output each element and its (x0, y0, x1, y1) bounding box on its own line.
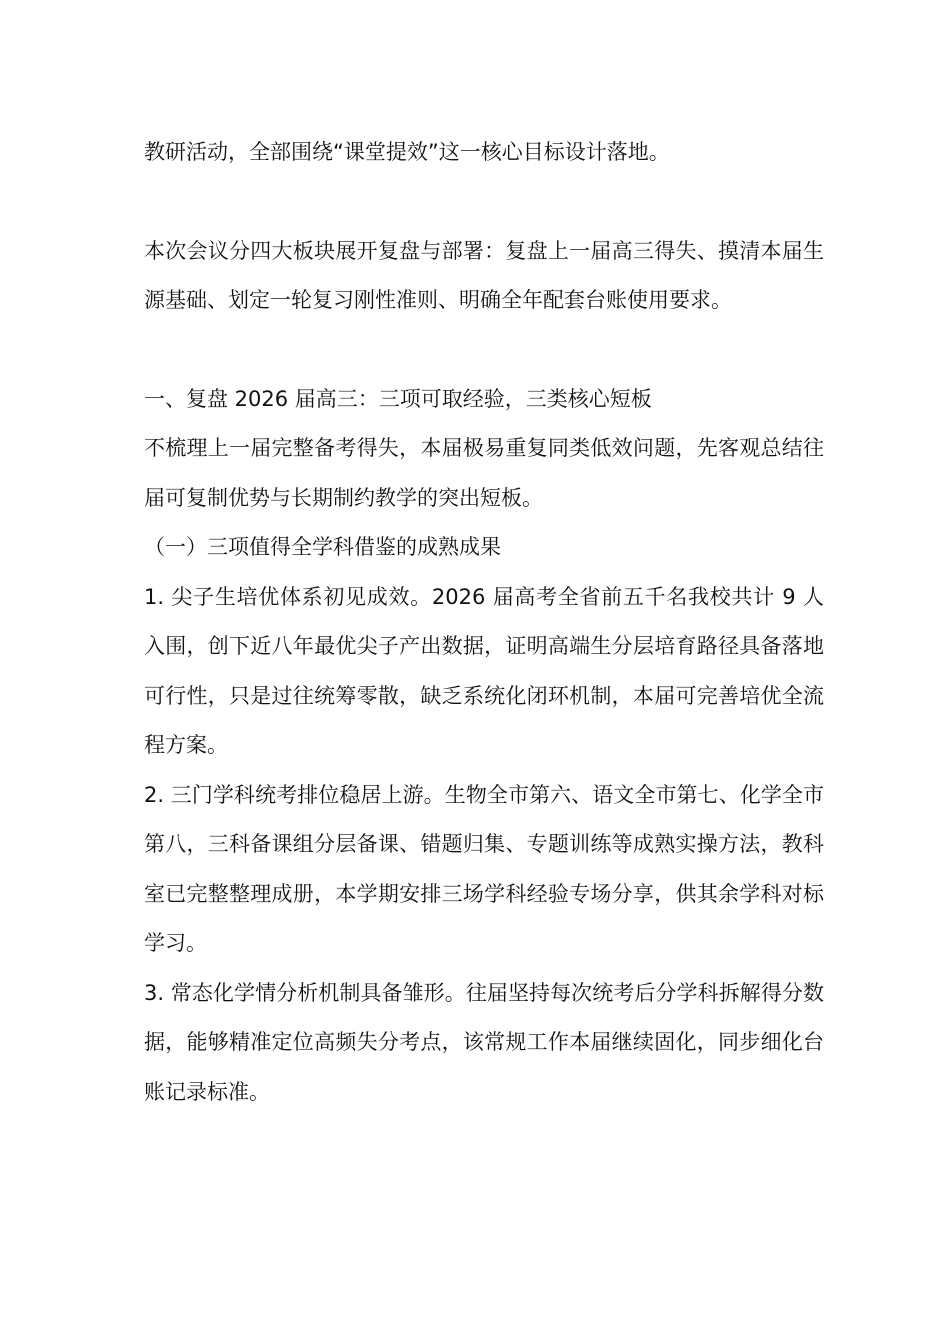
subsection-heading-1: （一）三项值得全学科借鉴的成熟成果 (144, 535, 501, 559)
document-body (144, 128, 824, 1117)
section-heading-1: 一、复盘 2026 届高三：三项可取经验，三类核心短板 (144, 386, 652, 411)
list-item-1: 1. 尖子生培优体系初见成效。2026 届高考全省前五千名我校共计 9 人入围，创下近八年最优尖子产出数据，证明高端生分层培育路径具备落地可行性，只是过往统筹零散，缺乏系统化闭环机制，本届可完善培优全流程方案。 (144, 584, 824, 757)
list-item-3: 3. 常态化学情分析机制具备雏形。往届坚持每次统考后分学科拆解得分数据，能够精准定位高频失分考点，该常规工作本届继续固化，同步细化台账记录标准。 (144, 980, 824, 1104)
list-item-2: 2. 三门学科统考排位稳居上游。生物全市第六、语文全市第七、化学全市第八，三科备课组分层备课、错题归集、专题训练等成熟实操方法，教科室已完整整理成册，本学期安排三场学科经验专场分享，供其余学科对标学习。 (144, 782, 824, 955)
paragraph-meeting-overview: 本次会议分四大板块展开复盘与部署：复盘上一届高三得失、摸清本届生源基础、划定一轮复习刚性准则、明确全年配套台账使用要求。 (144, 238, 824, 312)
paragraph-section-1-intro: 不梳理上一届完整备考得失，本届极易重复同类低效问题，先客观总结往届可复制优势与长期制约教学的突出短板。 (144, 436, 824, 510)
paragraph-intro-tail: 教研活动，全部围绕“课堂提效”这一核心目标设计落地。 (144, 140, 670, 164)
